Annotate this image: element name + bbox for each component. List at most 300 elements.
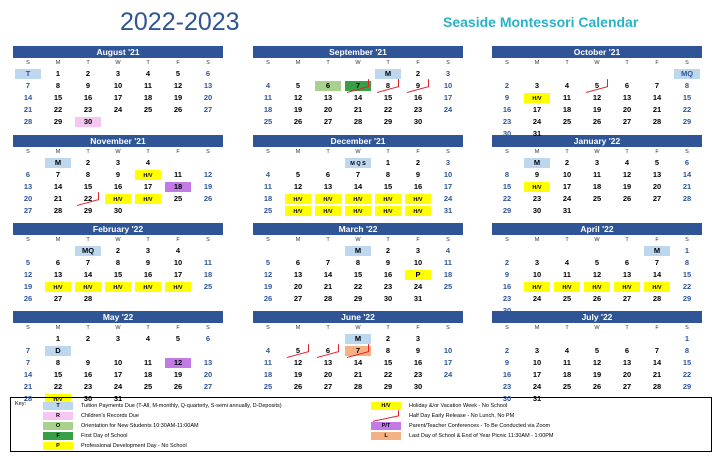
day-cell <box>612 104 642 116</box>
key-description: Professional Development Day - No School <box>81 443 187 449</box>
day-label: 10 <box>532 358 542 367</box>
week-row <box>13 157 223 169</box>
day-cell <box>522 333 552 345</box>
day-label: 15 <box>53 93 63 102</box>
day-label: 8 <box>504 170 510 179</box>
day-cell <box>163 269 193 281</box>
day-label: 3 <box>534 258 540 267</box>
day-cell <box>672 80 702 92</box>
day-cell <box>552 369 582 381</box>
day-cell <box>43 68 73 80</box>
weekday-label: M <box>55 325 61 331</box>
weekday-header <box>13 323 223 333</box>
day-label: 9 <box>415 346 421 355</box>
day-cell <box>283 293 313 305</box>
day-cell <box>552 281 582 293</box>
day-cell <box>163 245 193 257</box>
day-label: 6 <box>624 346 630 355</box>
day-cell <box>373 116 403 128</box>
day-label: H/V <box>143 173 153 179</box>
weekday-label: F <box>176 325 180 331</box>
day-label: 16 <box>413 93 423 102</box>
day-label: 10 <box>443 170 453 179</box>
day-cell <box>253 157 283 169</box>
weekday-label: T <box>86 237 90 243</box>
day-cell <box>373 157 403 169</box>
day-cell <box>672 269 702 281</box>
day-label: 18 <box>143 370 153 379</box>
day-cell <box>403 369 433 381</box>
day-cell <box>552 381 582 393</box>
day-cell <box>43 193 73 205</box>
day-label: 14 <box>652 93 662 102</box>
day-cell <box>492 205 522 217</box>
day-cell <box>612 269 642 281</box>
day-cell <box>672 92 702 104</box>
day-cell <box>193 333 223 345</box>
weekday-header <box>253 147 463 157</box>
day-label: 7 <box>355 81 361 90</box>
day-cell <box>103 205 133 217</box>
day-cell <box>193 181 223 193</box>
day-label: 3 <box>415 246 421 255</box>
day-label: 23 <box>532 194 542 203</box>
day-cell <box>313 80 343 92</box>
day-cell <box>433 104 463 116</box>
day-label: 6 <box>624 258 630 267</box>
day-label: 7 <box>25 358 31 367</box>
day-label: 26 <box>592 117 602 126</box>
weekday-label: T <box>146 325 150 331</box>
day-cell <box>163 92 193 104</box>
weekday-label: T <box>386 325 390 331</box>
weekday-label: M <box>55 237 61 243</box>
weekday-label: W <box>115 60 121 66</box>
day-cell <box>492 245 522 257</box>
day-label: 4 <box>564 346 570 355</box>
day-cell <box>373 345 403 357</box>
day-cell <box>343 116 373 128</box>
day-cell <box>492 357 522 369</box>
weekday-label: T <box>565 149 569 155</box>
day-label: 1 <box>684 246 690 255</box>
day-label: 3 <box>115 69 121 78</box>
day-label: 13 <box>293 270 303 279</box>
day-label: 12 <box>592 270 602 279</box>
day-cell <box>163 357 193 369</box>
day-label: 9 <box>145 258 151 267</box>
day-label: 1 <box>55 334 61 343</box>
day-label: 2 <box>85 334 91 343</box>
day-label: 3 <box>415 334 421 343</box>
day-cell <box>13 333 43 345</box>
day-cell <box>492 193 522 205</box>
day-label: 9 <box>85 358 91 367</box>
day-label: 5 <box>265 258 271 267</box>
day-label: 27 <box>323 117 333 126</box>
week-row <box>492 92 702 104</box>
day-cell <box>492 381 522 393</box>
day-cell <box>492 345 522 357</box>
day-label: 16 <box>502 282 512 291</box>
day-cell <box>43 80 73 92</box>
day-label: 17 <box>443 358 453 367</box>
day-cell <box>582 193 612 205</box>
day-cell <box>103 68 133 80</box>
day-label: 27 <box>203 105 213 114</box>
day-cell <box>163 381 193 393</box>
day-label: 19 <box>293 370 303 379</box>
day-cell <box>43 381 73 393</box>
day-cell <box>612 345 642 357</box>
day-label: 8 <box>684 346 690 355</box>
week-row <box>492 369 702 381</box>
weekday-label: W <box>594 237 600 243</box>
day-label: 31 <box>113 394 123 403</box>
day-cell <box>133 68 163 80</box>
weekday-label: S <box>26 237 30 243</box>
day-cell <box>433 381 463 393</box>
day-label: 30 <box>502 129 512 138</box>
day-label: 30 <box>113 206 123 215</box>
day-label: 17 <box>173 270 183 279</box>
day-cell <box>193 269 223 281</box>
weekday-label: S <box>505 149 509 155</box>
weekday-label: S <box>446 60 450 66</box>
weekday-label: W <box>594 149 600 155</box>
day-label: 10 <box>562 170 572 179</box>
day-label: 12 <box>203 170 213 179</box>
day-label: 29 <box>682 382 692 391</box>
day-cell <box>343 104 373 116</box>
day-cell <box>103 116 133 128</box>
day-label: 4 <box>624 158 630 167</box>
weekday-label: F <box>176 60 180 66</box>
day-label: 30 <box>502 306 512 315</box>
weekday-label: T <box>625 237 629 243</box>
day-cell <box>133 345 163 357</box>
day-cell <box>313 169 343 181</box>
weekday-label: M <box>534 149 540 155</box>
weekday-header <box>13 58 223 68</box>
day-cell <box>612 333 642 345</box>
day-label: H/V <box>143 197 153 203</box>
week-row <box>13 92 223 104</box>
day-label: 13 <box>622 93 632 102</box>
weekday-label: S <box>206 149 210 155</box>
day-cell <box>522 257 552 269</box>
day-label: 28 <box>53 206 63 215</box>
weekday-label: S <box>446 149 450 155</box>
day-cell <box>313 369 343 381</box>
day-cell <box>552 80 582 92</box>
day-label: 11 <box>593 170 601 179</box>
day-cell <box>73 333 103 345</box>
day-label: 20 <box>203 370 213 379</box>
weekday-label: S <box>206 237 210 243</box>
week-row <box>492 345 702 357</box>
day-cell <box>163 116 193 128</box>
day-label: 21 <box>323 282 333 291</box>
day-cell <box>103 345 133 357</box>
weekday-label: T <box>86 60 90 66</box>
weekday-label: T <box>565 237 569 243</box>
key-item <box>371 432 554 440</box>
day-label: 24 <box>113 382 123 391</box>
day-label: 29 <box>53 117 63 126</box>
day-cell <box>642 369 672 381</box>
day-cell <box>373 245 403 257</box>
weekday-label: M <box>534 60 540 66</box>
day-label: 19 <box>263 282 273 291</box>
week-row <box>253 92 463 104</box>
day-label: 7 <box>355 170 361 179</box>
day-cell <box>13 68 43 80</box>
weekday-label: S <box>26 60 30 66</box>
day-cell <box>343 281 373 293</box>
day-cell <box>672 157 702 169</box>
weekday-label: M <box>295 60 301 66</box>
day-label: 25 <box>143 105 153 114</box>
day-cell <box>283 92 313 104</box>
day-cell <box>103 333 133 345</box>
day-cell <box>612 193 642 205</box>
legend-key <box>10 397 712 452</box>
day-cell <box>193 157 223 169</box>
day-label: D <box>55 346 61 355</box>
day-label: 29 <box>83 206 93 215</box>
day-cell <box>43 293 73 305</box>
week-row <box>253 116 463 128</box>
day-cell <box>522 181 552 193</box>
day-cell <box>73 157 103 169</box>
day-label: 24 <box>443 370 453 379</box>
day-label: 5 <box>594 81 600 90</box>
day-cell <box>672 293 702 305</box>
day-cell <box>13 92 43 104</box>
day-label: 24 <box>443 194 453 203</box>
weekday-label: F <box>416 325 420 331</box>
day-label: 6 <box>295 258 301 267</box>
day-label: 25 <box>263 206 273 215</box>
day-cell <box>313 92 343 104</box>
day-label: 5 <box>295 170 301 179</box>
weekday-label: W <box>115 237 121 243</box>
day-label: 14 <box>323 270 333 279</box>
day-cell <box>163 80 193 92</box>
day-cell <box>73 381 103 393</box>
day-label: 15 <box>383 358 393 367</box>
weekday-label: T <box>146 237 150 243</box>
day-label: 13 <box>203 358 213 367</box>
day-cell <box>522 293 552 305</box>
day-cell <box>283 68 313 80</box>
day-cell <box>403 169 433 181</box>
day-label: 13 <box>203 81 213 90</box>
day-cell <box>343 205 373 217</box>
day-label: 8 <box>385 346 391 355</box>
day-label: 28 <box>353 117 363 126</box>
day-cell <box>373 381 403 393</box>
day-label: 3 <box>534 81 540 90</box>
day-cell <box>403 193 433 205</box>
day-cell <box>253 80 283 92</box>
day-label: H/V <box>113 197 123 203</box>
day-cell <box>133 381 163 393</box>
day-label: 1 <box>684 334 690 343</box>
day-cell <box>193 68 223 80</box>
day-label: 28 <box>353 382 363 391</box>
day-cell <box>343 92 373 104</box>
day-cell <box>373 169 403 181</box>
day-cell <box>373 92 403 104</box>
weekday-label: S <box>685 60 689 66</box>
day-cell <box>343 357 373 369</box>
day-label: 4 <box>265 170 271 179</box>
day-label: 23 <box>502 117 512 126</box>
day-label: 2 <box>85 69 91 78</box>
day-cell <box>433 80 463 92</box>
day-cell <box>13 205 43 217</box>
day-cell <box>43 257 73 269</box>
day-label: H/V <box>53 285 63 291</box>
day-label: 17 <box>562 182 572 191</box>
day-label: 16 <box>113 182 123 191</box>
day-cell <box>403 381 433 393</box>
day-cell <box>433 169 463 181</box>
day-label: MQ <box>680 69 694 78</box>
day-label: 2 <box>115 246 121 255</box>
day-label: 31 <box>413 294 423 303</box>
day-cell <box>283 169 313 181</box>
day-label: 17 <box>532 370 542 379</box>
month-calendar <box>13 135 223 217</box>
day-label: 5 <box>594 258 600 267</box>
day-cell <box>552 193 582 205</box>
day-cell <box>283 345 313 357</box>
day-label: 22 <box>502 194 512 203</box>
day-cell <box>552 333 582 345</box>
day-label: 13 <box>323 93 333 102</box>
day-label: 7 <box>25 81 31 90</box>
weekday-label: S <box>266 60 270 66</box>
day-highlight <box>345 81 371 91</box>
day-cell <box>133 369 163 381</box>
day-label: 27 <box>23 206 33 215</box>
day-label: 6 <box>325 170 331 179</box>
day-cell <box>522 116 552 128</box>
week-row <box>492 193 702 205</box>
day-cell <box>283 281 313 293</box>
day-label: 9 <box>415 170 421 179</box>
day-label: 12 <box>622 170 632 179</box>
weekday-header <box>253 235 463 245</box>
day-cell <box>163 281 193 293</box>
day-cell <box>433 193 463 205</box>
day-label: 22 <box>83 194 93 203</box>
day-cell <box>313 281 343 293</box>
day-label: 26 <box>592 294 602 303</box>
day-label: 8 <box>85 170 91 179</box>
day-label: 27 <box>323 382 333 391</box>
day-cell <box>193 345 223 357</box>
day-label: 13 <box>622 270 632 279</box>
weekday-label: T <box>386 237 390 243</box>
weekday-label: S <box>206 325 210 331</box>
day-cell <box>672 116 702 128</box>
day-label: 9 <box>504 270 510 279</box>
day-label: 10 <box>113 358 123 367</box>
day-cell <box>313 357 343 369</box>
day-label: H/V <box>113 285 123 291</box>
day-cell <box>642 104 672 116</box>
day-cell <box>433 245 463 257</box>
day-label: 3 <box>534 346 540 355</box>
day-cell <box>642 169 672 181</box>
day-label: 24 <box>562 194 572 203</box>
day-label: 20 <box>323 105 333 114</box>
day-label: MQ <box>81 246 95 255</box>
day-cell <box>253 293 283 305</box>
week-row <box>492 269 702 281</box>
day-label: 6 <box>325 81 331 90</box>
day-cell <box>522 68 552 80</box>
week-row <box>13 293 223 305</box>
day-cell <box>672 333 702 345</box>
day-label: 15 <box>383 93 393 102</box>
day-label: M <box>533 158 541 167</box>
weekday-label: T <box>565 325 569 331</box>
week-row <box>492 80 702 92</box>
day-cell <box>13 369 43 381</box>
weekday-label: S <box>685 237 689 243</box>
day-label: 28 <box>682 194 692 203</box>
month-title: July '22 <box>492 311 702 323</box>
weekday-label: M <box>534 237 540 243</box>
day-label: 26 <box>293 117 303 126</box>
day-cell <box>283 116 313 128</box>
day-label: H/V <box>383 197 393 203</box>
day-label: 8 <box>55 358 61 367</box>
day-cell <box>552 293 582 305</box>
day-cell <box>492 80 522 92</box>
day-label: 4 <box>175 246 181 255</box>
day-cell <box>582 257 612 269</box>
day-cell <box>612 381 642 393</box>
day-cell <box>103 193 133 205</box>
week-row <box>253 68 463 80</box>
day-cell <box>193 381 223 393</box>
day-label: 14 <box>83 270 93 279</box>
day-cell <box>522 369 552 381</box>
day-cell <box>403 104 433 116</box>
day-cell <box>582 369 612 381</box>
day-label: 23 <box>502 294 512 303</box>
day-cell <box>283 80 313 92</box>
month-calendar <box>492 46 702 140</box>
day-cell <box>612 369 642 381</box>
day-cell <box>253 381 283 393</box>
week-row <box>13 205 223 217</box>
day-label: 25 <box>203 282 213 291</box>
day-cell <box>253 345 283 357</box>
day-cell <box>43 345 73 357</box>
day-cell <box>672 281 702 293</box>
weekday-label: S <box>266 325 270 331</box>
day-cell <box>13 181 43 193</box>
week-row <box>492 157 702 169</box>
day-label: 2 <box>415 158 421 167</box>
